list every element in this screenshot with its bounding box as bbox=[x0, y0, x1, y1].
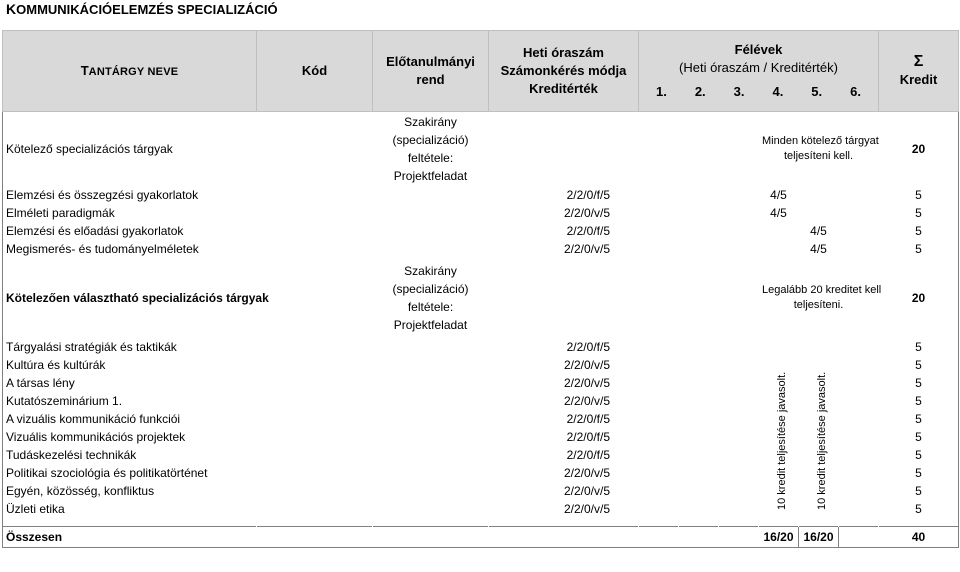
table-row: Megismerés- és tudományelméletek 2/2/0/v/5 4/5 5 bbox=[3, 240, 959, 258]
table-row: Üzleti etika 2/2/0/v/5 5 bbox=[3, 500, 959, 518]
section-2-title: Kötelezően választható specializációs tárgyak bbox=[3, 258, 257, 338]
semester-1: 1. bbox=[655, 84, 667, 99]
header-semesters: Félévek (Heti óraszám / Kreditérték) 1. 2. 3. 4. 5. 6. bbox=[639, 31, 879, 112]
header-prerequisite: Előtanulmányi rend bbox=[373, 31, 489, 112]
section-1-total: 20 bbox=[879, 112, 959, 187]
header-subject-name: TANTÁRGY NEVE bbox=[3, 31, 257, 112]
table-row: Tudáskezelési technikák 2/2/0/f/5 5 bbox=[3, 446, 959, 464]
summary-semester-5: 16/20 bbox=[799, 527, 839, 548]
semester-6: 6. bbox=[850, 84, 861, 99]
table-row: Kultúra és kultúrák 2/2/0/v/5 5 bbox=[3, 356, 959, 374]
table-row: Elméleti paradigmák 2/2/0/v/5 4/5 5 bbox=[3, 204, 959, 222]
table-row: Vizuális kommunikációs projektek 2/2/0/f/5 5 bbox=[3, 428, 959, 446]
header-credit-total: Σ Kredit bbox=[879, 31, 959, 112]
semester-3: 3. bbox=[733, 84, 745, 99]
semester-2: 2. bbox=[694, 84, 706, 99]
table-row: Tárgyalási stratégiák és taktikák 2/2/0/f/5 5 bbox=[3, 338, 959, 356]
section-1-header bbox=[3, 112, 959, 187]
section-2-condition: Szakirány (specializáció) feltétele: Projektfeladat bbox=[392, 264, 469, 332]
section-1-title: Kötelező specializációs tárgyak bbox=[3, 112, 257, 187]
header-weekly-hours: Heti óraszám Számonkérés módja Kreditérték bbox=[489, 31, 639, 112]
vertical-note-semester-4: 10 kredit teljesítése javasolt. bbox=[776, 371, 788, 510]
summary-label: Összesen bbox=[3, 527, 257, 548]
table-row: Elemzési és előadási gyakorlatok 2/2/0/f/5 4/5 5 bbox=[3, 222, 959, 240]
section-1-condition: Szakirány (specializáció) feltétele: Projektfeladat bbox=[392, 115, 469, 183]
table-header-row bbox=[3, 31, 959, 112]
summary-semester-4: 16/20 bbox=[759, 527, 799, 548]
table-row: A vizuális kommunikáció funkciói 2/2/0/f/5 5 bbox=[3, 410, 959, 428]
table-row: Elemzési és összegzési gyakorlatok 2/2/0/f/5 4/5 5 bbox=[3, 186, 959, 204]
vertical-note-semester-5: 10 kredit teljesítése javasolt. bbox=[816, 371, 828, 510]
section-2-header bbox=[3, 258, 959, 338]
table-row: Kutatószeminárium 1. 2/2/0/v/5 5 bbox=[3, 392, 959, 410]
table-row: Politikai szociológia és politikatörténet 2/2/0/v/5 5 bbox=[3, 464, 959, 482]
page-title: KOMMUNIKÁCIÓELEMZÉS SPECIALIZÁCIÓ bbox=[6, 1, 278, 17]
summary-row bbox=[3, 527, 959, 548]
summary-total: 40 bbox=[879, 527, 959, 548]
semester-4: 4. bbox=[772, 84, 784, 99]
table-row: Egyén, közösség, konfliktus 2/2/0/v/5 5 bbox=[3, 482, 959, 500]
section-2-total: 20 bbox=[879, 258, 959, 338]
section-1-note: Minden kötelező tárgyat teljesíteni kell. bbox=[762, 135, 879, 162]
semester-5: 5. bbox=[811, 84, 823, 99]
header-code: Kód bbox=[257, 31, 373, 112]
table-row: A társas lény 2/2/0/v/5 5 bbox=[3, 374, 959, 392]
section-2-note: Legalább 20 kreditet kell teljesíteni. bbox=[762, 284, 882, 311]
